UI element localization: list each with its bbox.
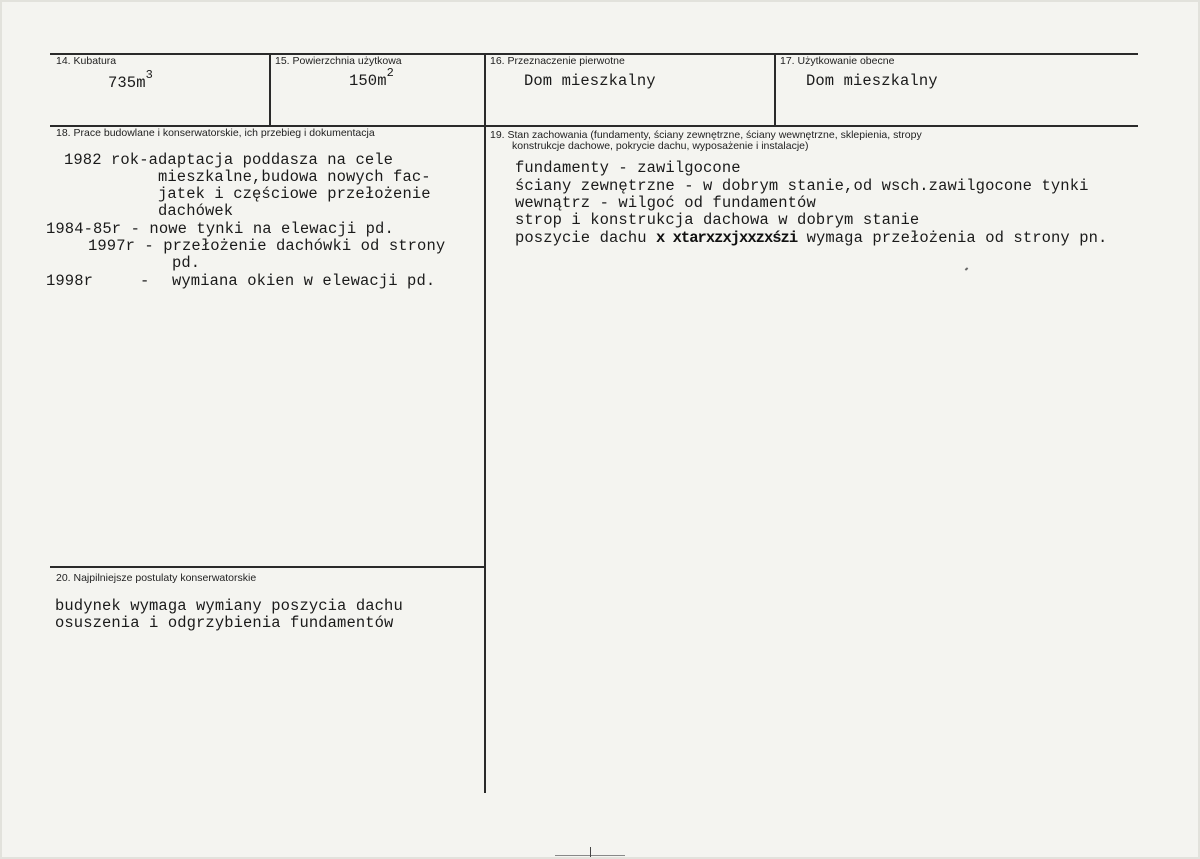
roofing-text-end: wymaga przełożenia od strony pn. [806, 229, 1108, 247]
field-18-line: mieszkalne,budowa nowych fac- [158, 168, 431, 186]
field-18-dash: - [140, 272, 150, 290]
field-19-label-continued: konstrukcje dachowe, pokrycie dachu, wyposażenie i instalacje) [512, 140, 809, 152]
field-15-value [349, 66, 394, 92]
field-17-label: 17. Użytkowanie obecne [780, 55, 895, 67]
field-18-line: dachówek [158, 202, 234, 220]
field-16-value: Dom mieszkalny [524, 72, 656, 90]
field-15-label: 15. Powierzchnia użytkowa [275, 55, 402, 67]
field-19-label: 19. Stan zachowania (fundamenty, ściany zewnętrzne, ściany wewnętrzne, sklepienia, stropy [490, 129, 922, 141]
field-18-line: pd. [172, 254, 201, 272]
pen-mark [965, 267, 969, 270]
field-19-line: ściany zewnętrzne - w dobrym stanie,od wsch.zawilgocone tynki [515, 177, 1089, 195]
field-14-label: 14. Kubatura [56, 55, 117, 67]
area-unit-superscript: 2 [386, 66, 394, 80]
col-divider-16-17 [774, 53, 776, 125]
usable-area-number: 150m [349, 72, 387, 90]
field-20-line: budynek wymaga wymiany poszycia dachu [55, 597, 403, 615]
field-18-label: 18. Prace budowlane i konserwatorskie, ich przebieg i dokumentacja [56, 127, 375, 139]
field-20-label: 20. Najpilniejsze postulaty konserwatorskie [56, 572, 257, 584]
field-19-line: wewnątrz - wilgoć od fundamentów [515, 194, 816, 212]
field-17-value: Dom mieszkalny [806, 72, 938, 90]
field-18-line: 1984-85r - nowe tynki na elewacji pd. [46, 220, 394, 238]
field-16-label: 16. Przeznaczenie pierwotne [490, 55, 625, 67]
cubature-unit-superscript: 3 [145, 68, 153, 82]
struck-out-text: x xtarxzxjxxzxśzi [656, 229, 798, 247]
field-19-line-roofing [515, 230, 1107, 248]
field-20-line: osuszenia i odgrzybienia fundamentów [55, 614, 394, 632]
field-18-line: wymiana okien w elewacji pd. [172, 272, 436, 290]
field-18-year: 1998r [46, 272, 94, 290]
field-18-line: 1997r - przełożenie dachówki od strony [88, 237, 446, 255]
cubature-number: 735m [108, 74, 146, 92]
bottom-edge-mark [590, 847, 591, 857]
field-19-line: strop i konstrukcja dachowa w dobrym stanie [515, 211, 920, 229]
field-19-line: fundamenty - zawilgocone [515, 159, 741, 177]
col-divider-14-15 [269, 53, 271, 125]
field-14-value [108, 68, 153, 94]
roofing-text-start: poszycie dachu [515, 229, 647, 247]
col-divider-main [484, 53, 486, 793]
field-18-line: 1982 rok-adaptacja poddasza na cele [64, 151, 394, 169]
field-20-top-rule [50, 566, 484, 568]
field-18-line: jatek i częściowe przełożenie [158, 185, 431, 203]
